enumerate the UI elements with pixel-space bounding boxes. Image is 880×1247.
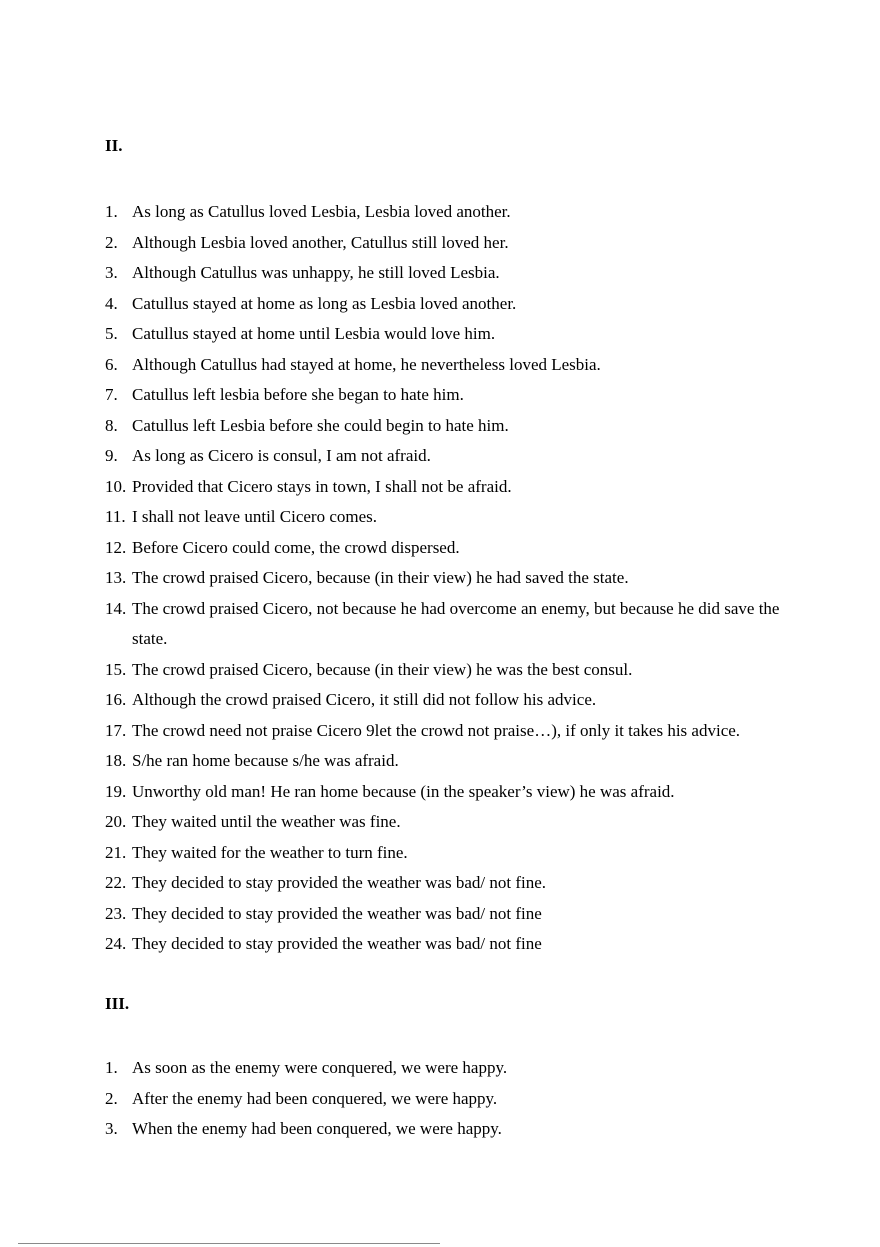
- item-number: 19.: [105, 781, 127, 801]
- list-item: [0, 258, 880, 289]
- item-number: 23.: [105, 903, 127, 923]
- item-text: As long as Catullus loved Lesbia, Lesbia loved another.: [132, 202, 511, 221]
- item-number: 24.: [105, 934, 127, 953]
- item-number: 13.: [105, 568, 127, 587]
- list-item: [0, 380, 880, 411]
- item-number: 7.: [105, 385, 118, 404]
- item-text: As long as Cicero is consul, I am not afraid.: [132, 446, 431, 465]
- list-item: [0, 594, 880, 655]
- item-text: When the enemy had been conquered, we were happy.: [132, 1119, 502, 1138]
- list-item: [0, 746, 880, 777]
- item-number: 1.: [105, 1058, 118, 1077]
- item-number: 20.: [105, 812, 127, 831]
- list-item: [0, 1114, 880, 1145]
- item-number: 2.: [105, 1088, 118, 1108]
- list-item: [0, 411, 880, 442]
- list-item: [0, 868, 880, 899]
- list-item: [0, 777, 880, 808]
- item-text: The crowd praised Cicero, not because he had overcome an enemy, but because he did save the state.: [132, 598, 780, 648]
- item-text: They waited for the weather to turn fine.: [132, 842, 408, 862]
- item-number: 12.: [105, 537, 127, 557]
- item-number: 14.: [105, 598, 127, 618]
- list-item: [0, 899, 880, 930]
- list-item: [0, 1084, 880, 1115]
- item-number: 4.: [105, 293, 118, 313]
- list-item: [0, 197, 880, 228]
- item-number: 9.: [105, 446, 118, 465]
- item-text: As soon as the enemy were conquered, we were happy.: [132, 1058, 508, 1077]
- footnote-divider: [18, 1243, 440, 1244]
- item-text: They waited until the weather was fine.: [132, 812, 401, 831]
- list-item: [0, 1053, 880, 1084]
- list-item: [0, 502, 880, 533]
- list-item: [0, 472, 880, 503]
- item-number: 1.: [105, 202, 118, 221]
- list-item: [0, 929, 880, 960]
- item-number: 18.: [105, 751, 127, 770]
- item-text: Catullus left Lesbia before she could begin to hate him.: [132, 415, 509, 435]
- item-number: 16.: [105, 690, 127, 709]
- item-text: After the enemy had been conquered, we were happy.: [132, 1088, 498, 1108]
- item-text: They decided to stay provided the weather was bad/ not fine.: [132, 873, 547, 892]
- item-text: The crowd praised Cicero, because (in their view) he had saved the state.: [132, 568, 629, 587]
- list-item: [0, 716, 880, 747]
- item-text: They decided to stay provided the weather was bad/ not fine: [132, 934, 542, 953]
- list-item: [0, 350, 880, 381]
- item-text: Although Lesbia loved another, Catullus still loved her.: [132, 232, 509, 252]
- item-number: 17.: [105, 720, 127, 740]
- item-text: Unworthy old man! He ran home because (in the speaker’s view) he was afraid.: [132, 781, 675, 801]
- item-number: 2.: [105, 232, 118, 252]
- item-number: 10.: [105, 476, 127, 496]
- item-text: Catullus stayed at home as long as Lesbia loved another.: [132, 293, 517, 313]
- item-text: Catullus left lesbia before she began to hate him.: [132, 385, 464, 404]
- item-number: 11.: [105, 507, 126, 526]
- item-text: Catullus stayed at home until Lesbia would love him.: [132, 324, 496, 343]
- list-item: [0, 289, 880, 320]
- item-number: 8.: [105, 415, 118, 435]
- list-item: [0, 563, 880, 594]
- list-item: [0, 533, 880, 564]
- item-text: I shall not leave until Cicero comes.: [132, 507, 378, 526]
- item-text: Before Cicero could come, the crowd dispersed.: [132, 537, 460, 557]
- item-text: Provided that Cicero stays in town, I shall not be afraid.: [132, 476, 512, 496]
- item-text: Although Catullus had stayed at home, he nevertheless loved Lesbia.: [132, 354, 601, 374]
- list-item: [0, 655, 880, 686]
- item-text: Although the crowd praised Cicero, it still did not follow his advice.: [132, 690, 597, 709]
- section-heading-iii: III.: [105, 994, 130, 1013]
- item-text: S/he ran home because s/he was afraid.: [132, 751, 399, 770]
- list-item: [0, 319, 880, 350]
- item-number: 15.: [105, 659, 127, 679]
- list-item: [0, 807, 880, 838]
- list-item: [0, 685, 880, 716]
- section-heading-ii: II.: [105, 136, 123, 155]
- list-item: [0, 441, 880, 472]
- list-item: [0, 838, 880, 869]
- item-text: The crowd praised Cicero, because (in their view) he was the best consul.: [132, 659, 633, 679]
- item-text: The crowd need not praise Cicero 9let the crowd not praise…), if only it takes his advice.: [132, 720, 741, 740]
- item-text: They decided to stay provided the weather was bad/ not fine: [132, 903, 542, 923]
- item-number: 22.: [105, 873, 127, 892]
- exercise-list-ii: [0, 197, 880, 960]
- item-number: 3.: [105, 1119, 118, 1138]
- item-number: 6.: [105, 354, 118, 374]
- list-item: [0, 228, 880, 259]
- item-number: 5.: [105, 324, 118, 343]
- item-number: 3.: [105, 263, 118, 282]
- item-number: 21.: [105, 842, 127, 862]
- item-text: Although Catullus was unhappy, he still loved Lesbia.: [132, 263, 500, 282]
- exercise-list-iii: [0, 1053, 880, 1145]
